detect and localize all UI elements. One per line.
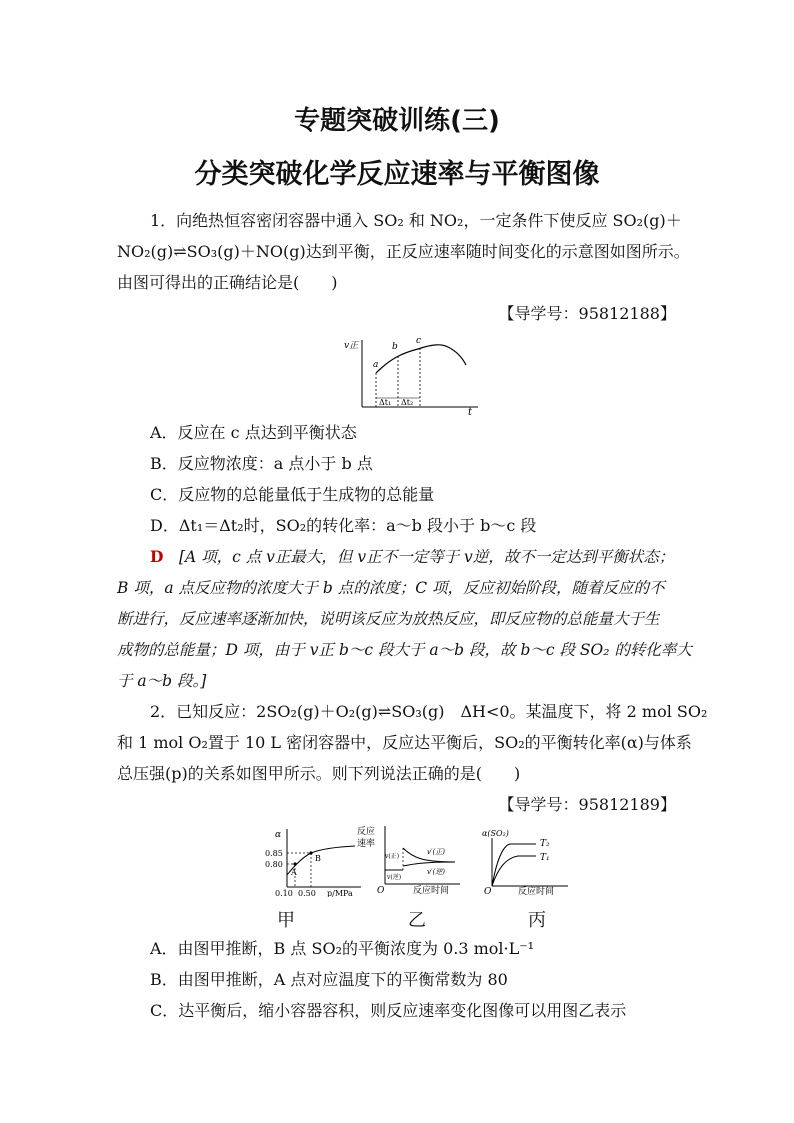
q1-y-label: v正	[344, 341, 359, 351]
q2-jia-xtick-2: 0.50	[298, 889, 316, 897]
q1-point-c: c	[416, 336, 422, 346]
q2-jia-point-a: A	[291, 868, 297, 877]
q1-rate-time-figure	[340, 335, 480, 415]
q2-figure-bing	[478, 824, 570, 897]
q2-bing-y-label: α(SO₂)	[482, 829, 509, 838]
q1-answer-line-2: B 项，a 点反应物的浓度大于 b 点的浓度；C 项，反应初始阶段，随着反应的不	[117, 579, 665, 597]
q1-rate-curve	[376, 345, 466, 373]
q2-yi-y-label-1: 反应	[357, 827, 376, 837]
q2-bing-curve-t2: T₂	[540, 839, 550, 849]
q2-figure-jia	[265, 825, 365, 897]
q1-interval-1: Δt₁	[379, 398, 392, 407]
q2-jia-x-label: p/MPa	[327, 889, 353, 897]
q1-stem-line-3: 由图可得出的正确结论是( )	[117, 273, 338, 292]
q2-option-a: A．由图甲推断，B 点 SO₂的平衡浓度为 0.3 mol·L⁻¹	[150, 939, 535, 958]
q1-stem-line-1: 1．向绝热恒容密闭容器中通入 SO₂ 和 NO₂，一定条件下使反应 SO₂(g)＋	[150, 211, 682, 230]
q2-bing-origin: O	[484, 887, 492, 897]
q1-point-b: b	[392, 342, 398, 352]
q1-stem-line-2: NO₂(g)⇌SO₃(g)＋NO(g)达到平衡，正反应速率随时间变化的示意图如图所示。	[117, 242, 690, 261]
page-title: 专题突破训练(三)	[294, 106, 500, 136]
q1-x-label: t	[468, 407, 473, 415]
q2-stem-line-2: 和 1 mol O₂置于 10 L 密闭容器中，反应达平衡后，SO₂的平衡转化率(α)与体系	[117, 733, 692, 752]
q2-yi-origin: O	[377, 886, 385, 896]
q1-option-c: C．反应物的总能量低于生成物的总能量	[150, 485, 435, 504]
q1-answer-line-4: 成物的总能量；D 项，由于 v正 b～c 段大于 a～b 段，故 b～c 段 SO₂ 的转化率大	[117, 641, 692, 659]
q2-jia-xtick-1: 0.10	[275, 889, 293, 897]
q2-yi-label-v-ni: v(逆)	[387, 874, 402, 881]
q2-caption-bing: 丙	[528, 910, 546, 931]
q1-guide-number: 【导学号：95812188】	[498, 304, 676, 323]
q1-option-b: B．反应物浓度：a 点小于 b 点	[150, 454, 373, 473]
q1-option-a: A．反应在 c 点达到平衡状态	[150, 423, 357, 442]
q2-yi-label-v2: v′(逆)	[427, 868, 446, 876]
q2-yi-x-label: 反应时间	[413, 886, 450, 896]
q2-figure-yi	[355, 822, 465, 897]
q2-yi-label-v-zheng: v(正)	[385, 853, 400, 860]
q2-jia-y-label: α	[275, 830, 282, 840]
q2-caption-yi: 乙	[408, 910, 426, 931]
q2-jia-point-b: B	[315, 854, 321, 863]
q1-interval-2: Δt₂	[401, 398, 414, 407]
q2-bing-curve-t1: T₁	[540, 853, 550, 863]
q2-yi-y-label-2: 速率	[357, 839, 376, 849]
q2-bing-x-label: 反应时间	[518, 887, 555, 897]
q2-stem-line-3: 总压强(p)的关系如图甲所示。则下列说法正确的是( )	[117, 764, 521, 783]
q2-option-b: B．由图甲推断，A 点对应温度下的平衡常数为 80	[150, 970, 508, 989]
q2-jia-ytick-2: 0.80	[265, 860, 283, 869]
q1-option-d: D．Δt₁＝Δt₂时，SO₂的转化率：a～b 段小于 b～c 段	[150, 516, 537, 535]
q1-answer-line-1: D [A 项，c 点 v正最大，但 v正不一定等于 v逆，故不一定达到平衡状态；	[150, 547, 675, 566]
q1-answer-line-3: 断进行，反应速率逐渐加快，说明该反应为放热反应，即反应物的总能量大于生	[117, 610, 660, 628]
q2-option-c: C．达平衡后，缩小容器容积，则反应速率变化图像可以用图乙表示	[150, 1001, 627, 1020]
q1-answer-letter: D	[150, 547, 164, 566]
q2-jia-ytick-1: 0.85	[265, 849, 283, 858]
q1-answer-line-5: 于 a～b 段。]	[117, 672, 207, 690]
q2-guide-number: 【导学号：95812189】	[498, 795, 676, 814]
page-subtitle: 分类突破化学反应速率与平衡图像	[194, 159, 600, 190]
q2-caption-jia: 甲	[277, 910, 295, 931]
q2-yi-label-v1: v′(正)	[427, 848, 446, 856]
q1-point-a: a	[373, 360, 379, 370]
q2-stem-line-1: 2．已知反应：2SO₂(g)＋O₂(g)⇌SO₃(g) ΔH<0。某温度下，将 2 mol SO₂	[150, 702, 708, 721]
